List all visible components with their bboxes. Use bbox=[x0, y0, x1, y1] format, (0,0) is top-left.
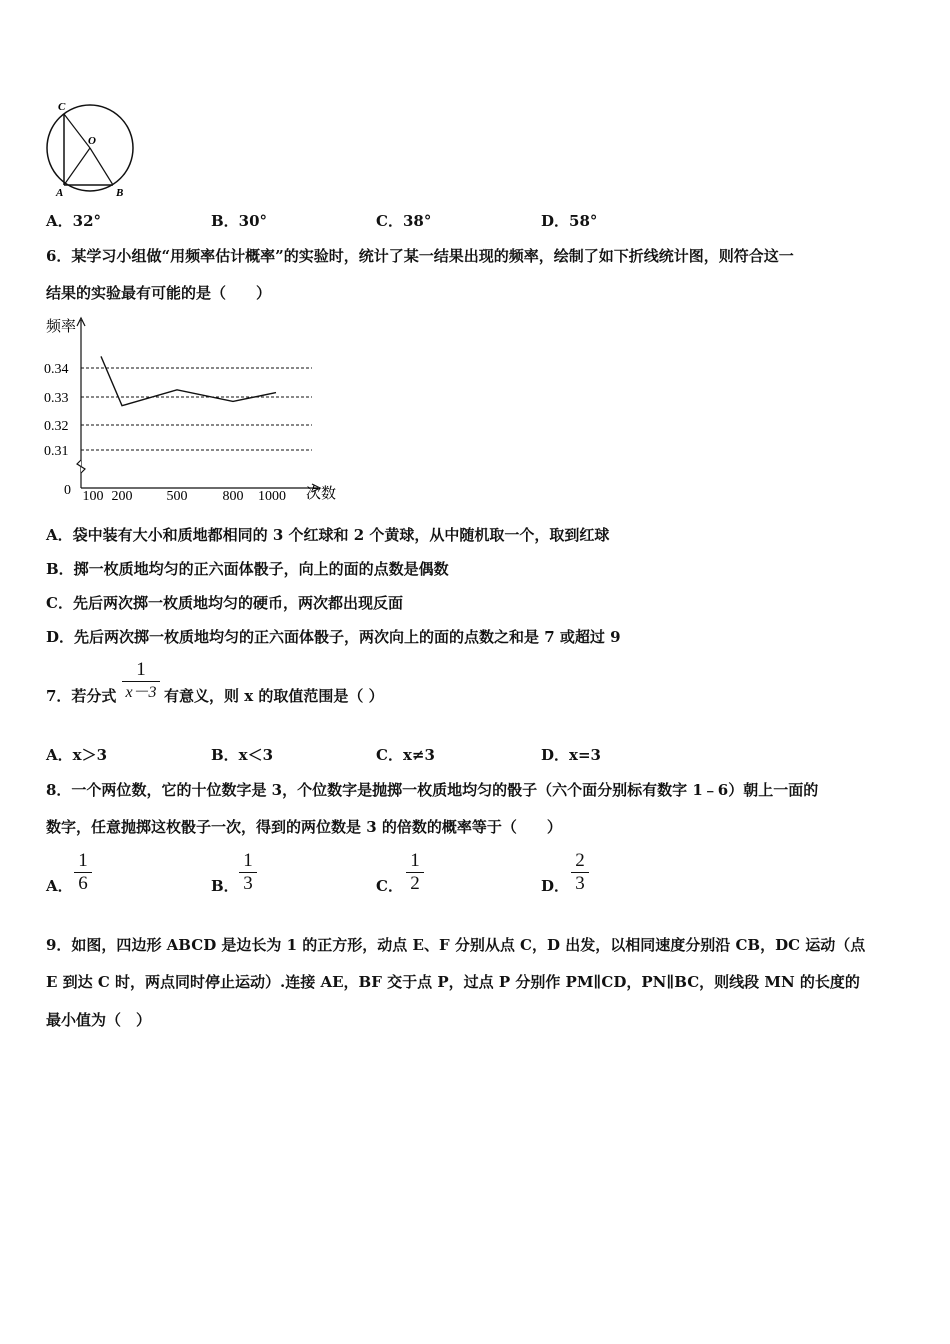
segment-oa bbox=[64, 148, 90, 185]
q6-option-c: C．先后两次掷一枚质地均匀的硬币，两次都出现反面 bbox=[46, 594, 403, 612]
q8-option-c-label: C． bbox=[376, 877, 403, 895]
q8-option-c-denominator: 2 bbox=[410, 873, 420, 894]
q8-option-b-fraction bbox=[239, 851, 257, 894]
x-tick-label: 200 bbox=[111, 489, 133, 504]
q6-option-a: A．袋中装有大小和质地都相同的 3 个红球和 2 个黄球，从中随机取一个，取到红球 bbox=[46, 526, 610, 544]
circle-figure bbox=[40, 98, 140, 200]
q7-option-c: C．x≠3 bbox=[376, 746, 435, 764]
q8-option-a-denominator: 6 bbox=[78, 873, 88, 894]
y-tick-label: 0.32 bbox=[44, 419, 69, 434]
x-tick-label: 500 bbox=[166, 489, 188, 504]
q7-stem-prefix: 7．若分式 bbox=[46, 687, 117, 705]
segment-ob bbox=[90, 148, 113, 185]
q8-option-c-fraction bbox=[406, 851, 424, 894]
q8-option-d-numerator: 2 bbox=[575, 850, 585, 871]
origin-label: 0 bbox=[64, 483, 71, 498]
frequency-series-line bbox=[101, 356, 276, 405]
q5-option-c: C．38° bbox=[376, 212, 432, 230]
q7-fraction-bar bbox=[122, 681, 160, 682]
q8-option-d-fraction bbox=[571, 851, 589, 894]
q7-fraction-denominator: x－3 bbox=[125, 684, 157, 701]
y-tick-label: 0.34 bbox=[44, 362, 69, 377]
q8-option-b-numerator: 1 bbox=[243, 850, 253, 871]
y-tick-label: 0.33 bbox=[44, 391, 69, 406]
x-tick-label: 1000 bbox=[258, 489, 286, 504]
q8-option-b-label: B． bbox=[211, 877, 239, 895]
x-tick-label: 800 bbox=[222, 489, 244, 504]
q6-option-d: D．先后两次掷一枚质地均匀的正六面体骰子，两次向上的面的点数之和是 7 或超过 9 bbox=[46, 628, 621, 646]
point-label-c: C bbox=[58, 101, 66, 113]
point-label-b: B bbox=[116, 187, 124, 199]
q5-option-d: D．58° bbox=[541, 212, 598, 230]
q8-option-a-numerator: 1 bbox=[78, 850, 88, 871]
q8-stem-line2: 数字，任意抛掷这枚骰子一次，得到的两位数是 3 的倍数的概率等于（ ） bbox=[46, 818, 562, 836]
q7-option-b: B．x＜3 bbox=[211, 746, 274, 764]
y-axis-label: 频率 bbox=[46, 319, 77, 335]
q8-option-a-label: A． bbox=[46, 877, 73, 895]
point-label-a: A bbox=[56, 187, 64, 199]
q7-option-a: A．x＞3 bbox=[46, 746, 108, 764]
y-tick-label: 0.31 bbox=[44, 444, 69, 459]
q6-option-b: B．掷一枚质地均匀的正六面体骰子，向上的面的点数是偶数 bbox=[46, 560, 449, 578]
q8-option-d-label: D． bbox=[541, 877, 570, 895]
q7-fraction bbox=[122, 660, 160, 703]
q7-stem-suffix: 有意义，则 x 的取值范围是（ ） bbox=[164, 687, 384, 705]
q8-option-d-denominator: 3 bbox=[575, 873, 585, 894]
q9-stem-line3: 最小值为（ ） bbox=[46, 1011, 152, 1029]
q8-option-c-numerator: 1 bbox=[410, 850, 420, 871]
point-label-o: O bbox=[88, 135, 96, 147]
q9-stem-line1: 9．如图，四边形 ABCD 是边长为 1 的正方形，动点 E、F 分别从点 C，D 出发，以相同速度分别沿 CB，DC 运动（点 bbox=[46, 936, 866, 954]
q8-option-b-denominator: 3 bbox=[243, 873, 253, 894]
q7-fraction-numerator: 1 bbox=[136, 659, 146, 680]
q5-option-a: A．32° bbox=[46, 212, 102, 230]
q9-stem-line2: E 到达 C 时，两点同时停止运动）.连接 AE，BF 交于点 P，过点 P 分别作 PM∥CD，PN∥BC，则线段 MN 的长度的 bbox=[46, 973, 860, 991]
q7-option-d: D．x=3 bbox=[541, 746, 601, 764]
segment-co bbox=[64, 114, 90, 148]
q8-stem-line1: 8．一个两位数，它的十位数字是 3，个位数字是抛掷一枚质地均匀的骰子（六个面分别标有数字 1﹣6）朝上一面的 bbox=[46, 781, 819, 799]
x-tick-label: 100 bbox=[82, 489, 104, 504]
q8-option-a-fraction bbox=[74, 851, 92, 894]
axis-break-mark bbox=[77, 460, 85, 473]
q6-stem-line2: 结果的实验最有可能的是（ ） bbox=[46, 284, 272, 302]
q6-stem-line1: 6．某学习小组做“用频率估计概率”的实验时，统计了某一结果出现的频率，绘制了如下折线统计图，则符合这一 bbox=[46, 247, 794, 265]
q5-option-b: B．30° bbox=[211, 212, 268, 230]
x-axis-label: 次数 bbox=[306, 486, 337, 502]
frequency-line-chart bbox=[40, 312, 350, 508]
